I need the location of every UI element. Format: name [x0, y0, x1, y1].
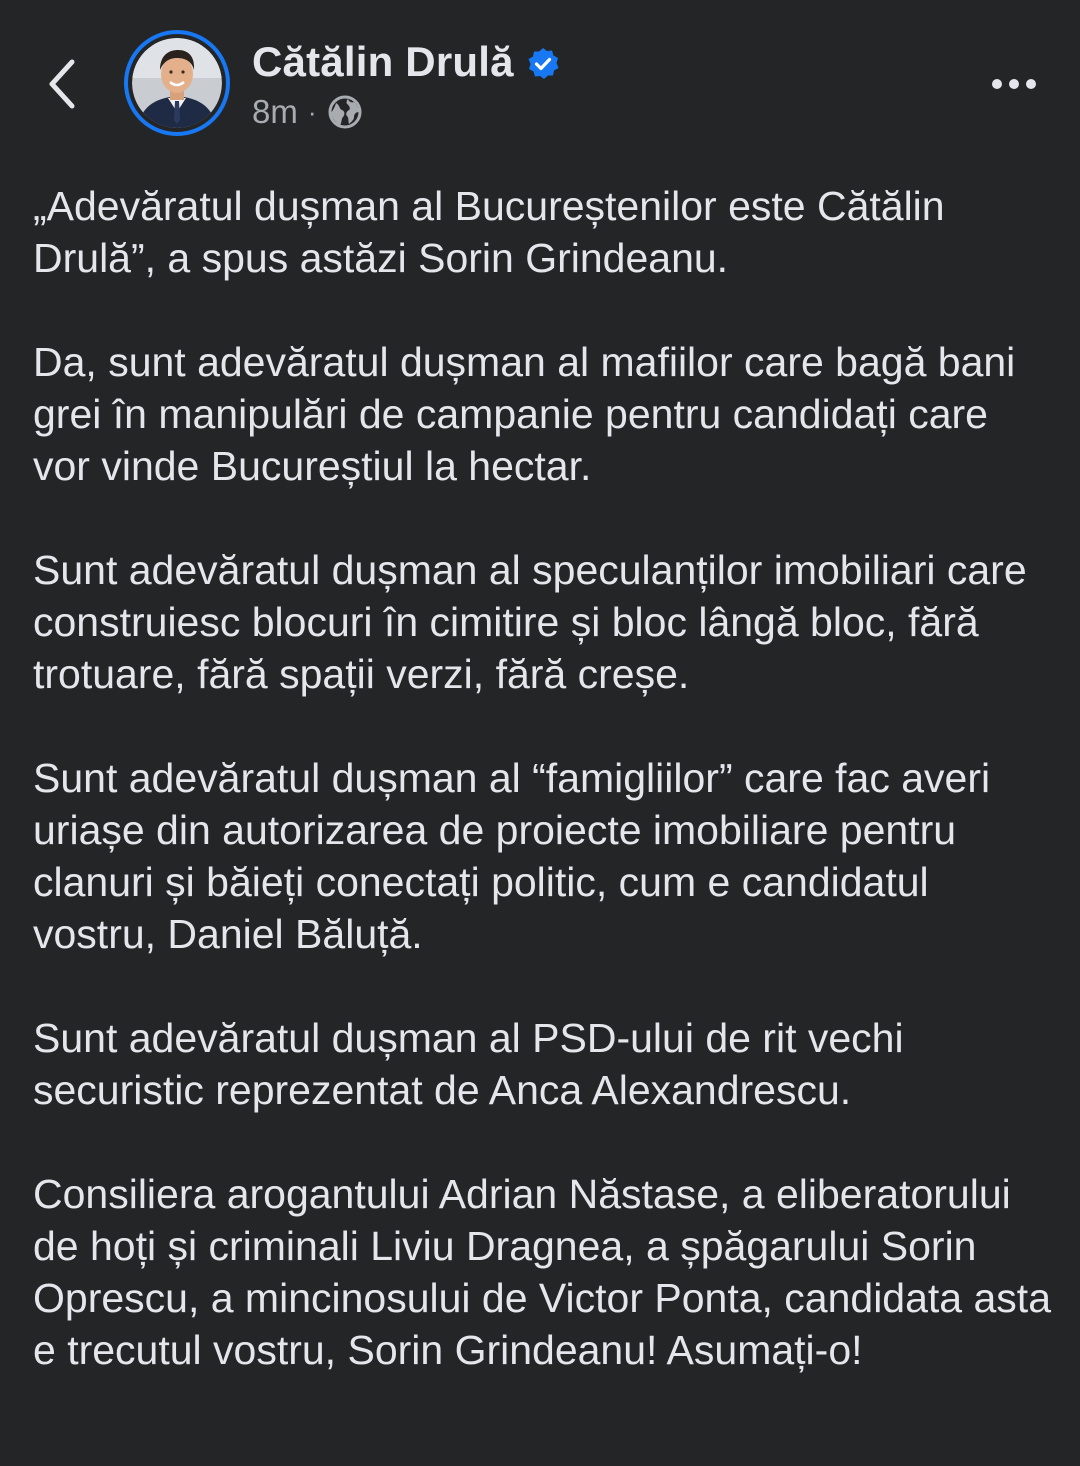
chevron-left-icon — [44, 56, 78, 112]
post-text — [33, 180, 1053, 1428]
author-name-row — [252, 36, 560, 88]
post-header — [0, 0, 1080, 150]
more-horizontal-icon-dot — [1009, 79, 1019, 89]
post-paragraph: Da, sunt adevăratul dușman al mafiilor care bagă bani grei în manipulări de campanie pentru candidați care vor vinde Bucureștiul la hectar. — [33, 339, 1016, 489]
author-avatar[interactable] — [124, 30, 230, 136]
verified-badge-icon — [526, 47, 560, 81]
post-paragraph: Sunt adevăratul dușman al PSD-ului de rit vechi securistic reprezentat de Anca Alexandrescu. — [33, 1015, 904, 1113]
post-meta — [252, 90, 363, 134]
post-paragraph: Sunt adevăratul dușman al speculanților imobiliari care construiesc blocuri în cimitire și bloc lângă bloc, fără trotuare, fără spații verzi, fără creșe. — [33, 547, 1027, 697]
timestamp[interactable]: 8m — [252, 93, 298, 130]
globe-icon — [327, 94, 363, 130]
back-button[interactable] — [38, 52, 84, 116]
post-paragraph: „Adevăratul dușman al Bucureștenilor este Cătălin Drulă”, a spus astăzi Sorin Grindeanu. — [33, 183, 945, 281]
more-horizontal-icon — [992, 79, 1002, 89]
post-paragraph: Sunt adevăratul dușman al “famigliilor” care fac averi uriașe din autorizarea de proiecte imobiliare pentru clanuri și băieți conectați politic, cum e candidatul vostru, Daniel Băluță. — [33, 755, 991, 957]
more-horizontal-icon-dot — [1026, 79, 1036, 89]
meta-separator: · — [307, 96, 317, 127]
more-options-button[interactable] — [984, 64, 1044, 104]
avatar-photo — [132, 38, 222, 128]
author-name[interactable]: Cătălin Drulă — [252, 38, 514, 85]
post-paragraph: Consiliera arogantului Adrian Năstase, a eliberatorului de hoți și criminali Liviu Dragnea, a șpăgarului Sorin Oprescu, a mincinosului de Victor Ponta, candidata asta e trecutul vostru, Sorin Grindeanu! Asumați-o! — [33, 1171, 1051, 1373]
